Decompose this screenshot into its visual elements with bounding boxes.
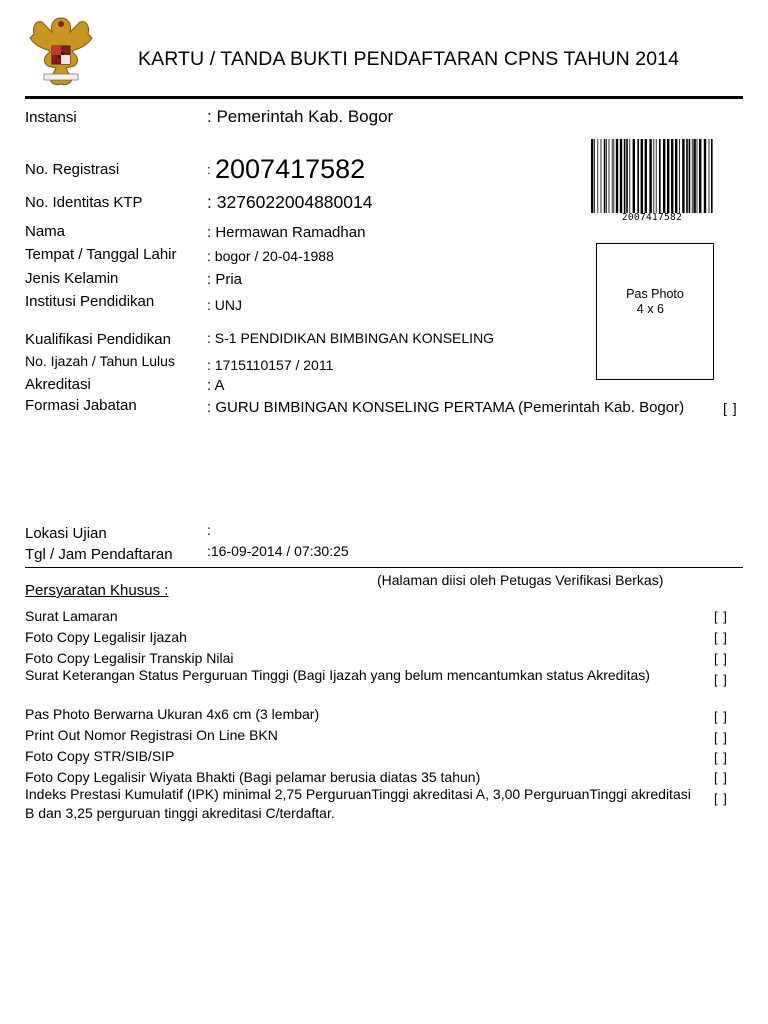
barcode-bar [699,139,701,213]
barcode-bar [594,139,595,213]
barcode-bar [613,139,614,213]
formasi-label: Formasi Jabatan [25,397,137,414]
barcode-bar [656,139,657,213]
registrasi-value: 2007417582 [215,154,366,184]
barcode-bar [689,139,691,213]
formasi-value: : GURU BIMBINGAN KONSELING PERTAMA (Pemerintah Kab. Bogor) [207,399,685,416]
ttl-value: : bogor / 20-04-1988 [207,248,334,264]
akreditasi-label: Akreditasi [25,376,91,393]
barcode-bar [626,139,628,213]
barcode-bar [624,139,626,213]
barcode-bar [709,139,710,213]
registrasi-label: No. Registrasi [25,161,120,178]
ktp-label: No. Identitas KTP [25,194,143,211]
barcode-bar [612,139,613,213]
page-title: KARTU / TANDA BUKTI PENDAFTARAN CPNS TAHUN 2014 [138,48,680,70]
header-divider [25,96,743,99]
barcode-bar [606,139,607,213]
barcode-bar [659,139,661,213]
barcode-bar [601,139,602,213]
barcode-bar [675,139,677,213]
barcode-bar [649,139,651,213]
requirement-checkbox[interactable]: [ ] [714,709,728,724]
ijazah-label: No. Ijazah / Tahun Lulus [25,353,175,369]
requirement-checkbox[interactable]: [ ] [714,609,728,624]
barcode [591,139,713,213]
barcode-bar [653,139,654,213]
instansi-label: Instansi [25,109,77,126]
photo-label: Pas Photo [626,287,684,301]
requirement-item: Foto Copy Legalisir Transkip Nilai [25,650,234,666]
jenis-kelamin-value: : Pria [207,271,243,288]
requirement-checkbox[interactable]: [ ] [714,630,728,645]
institusi-label: Institusi Pendidikan [25,293,155,310]
barcode-bar [597,139,598,213]
requirement-checkbox[interactable]: [ ] [714,791,728,806]
requirement-item: Foto Copy Legalisir Wiyata Bhakti (Bagi pelamar berusia diatas 35 tahun) [25,769,481,785]
ijazah-value: : 1715110157 / 2011 [207,357,334,373]
instansi-value: : Pemerintah Kab. Bogor [207,107,394,126]
requirement-item-continued: B dan 3,25 perguruan tinggi akreditasi C/terdaftar. [25,805,335,821]
kualifikasi-label: Kualifikasi Pendidikan [25,331,171,348]
barcode-bar [667,139,669,213]
section-divider [25,567,743,568]
barcode-bar [693,139,695,213]
requirement-item: Indeks Prestasi Kumulatif (IPK) minimal 2,75 PerguruanTinggi akreditasi A, 3,00 PerguruanTinggi akreditasi [25,786,691,802]
barcode-bar [682,139,684,213]
requirement-checkbox[interactable]: [ ] [714,730,728,745]
requirement-checkbox[interactable]: [ ] [714,770,728,785]
barcode-bar [633,139,635,213]
requirement-checkbox[interactable]: [ ] [714,672,728,687]
nama-value: : Hermawan Ramadhan [207,224,366,241]
kualifikasi-value: : S-1 PENDIDIKAN BIMBINGAN KONSELING [207,330,495,346]
barcode-bar [609,139,610,213]
barcode-bar [711,139,713,213]
barcode-bar [645,139,647,213]
requirement-item: Foto Copy Legalisir Ijazah [25,629,187,645]
barcode-bar [671,139,673,213]
photo-placeholder [596,243,714,380]
barcode-bar [629,139,630,213]
akreditasi-value: : A [207,377,225,394]
requirement-item: Surat Lamaran [25,608,118,624]
garuda-emblem-icon [28,12,94,92]
requirement-checkbox[interactable]: [ ] [714,651,728,666]
photo-size: 4 x 6 [636,302,664,316]
barcode-bar [692,139,693,213]
barcode-bar [704,139,706,213]
barcode-bar [686,139,688,213]
barcode-bar [616,139,618,213]
barcode-number: 2007417582 [621,212,683,223]
barcode-bar [679,139,680,213]
requirement-item: Surat Keterangan Status Perguruan Tinggi (Bagi Ijazah yang belum mencantumkan status Akreditas) [25,667,650,683]
requirements-heading: Persyaratan Khusus : [25,582,169,599]
lokasi-label: Lokasi Ujian [25,525,107,542]
lokasi-value: : [207,522,211,538]
requirements-note: (Halaman diisi oleh Petugas Verifikasi Berkas) [377,572,664,588]
jenis-kelamin-label: Jenis Kelamin [25,270,119,287]
formasi-checkbox[interactable]: [ ] [723,400,738,416]
barcode-bar [620,139,622,213]
tgl-jam-value: :16-09-2014 / 07:30:25 [207,543,349,559]
tgl-jam-label: Tgl / Jam Pendaftaran [25,546,173,563]
barcode-bar [641,139,643,213]
requirement-checkbox[interactable]: [ ] [714,750,728,765]
requirement-item: Print Out Nomor Registrasi On Line BKN [25,727,278,743]
ttl-label: Tempat / Tanggal Lahir [25,246,177,263]
barcode-bar [637,139,639,213]
barcode-bar [663,139,665,213]
barcode-bar [697,139,698,213]
ktp-value: : 3276022004880014 [207,192,373,212]
registrasi-separator: : [207,162,211,177]
nama-label: Nama [25,223,66,240]
barcode-bar [591,139,593,213]
requirement-item: Pas Photo Berwarna Ukuran 4x6 cm (3 lembar) [25,706,320,722]
institusi-value: : UNJ [207,297,243,313]
barcode-bar [604,139,606,213]
requirement-item: Foto Copy STR/SIB/SIP [25,748,175,764]
